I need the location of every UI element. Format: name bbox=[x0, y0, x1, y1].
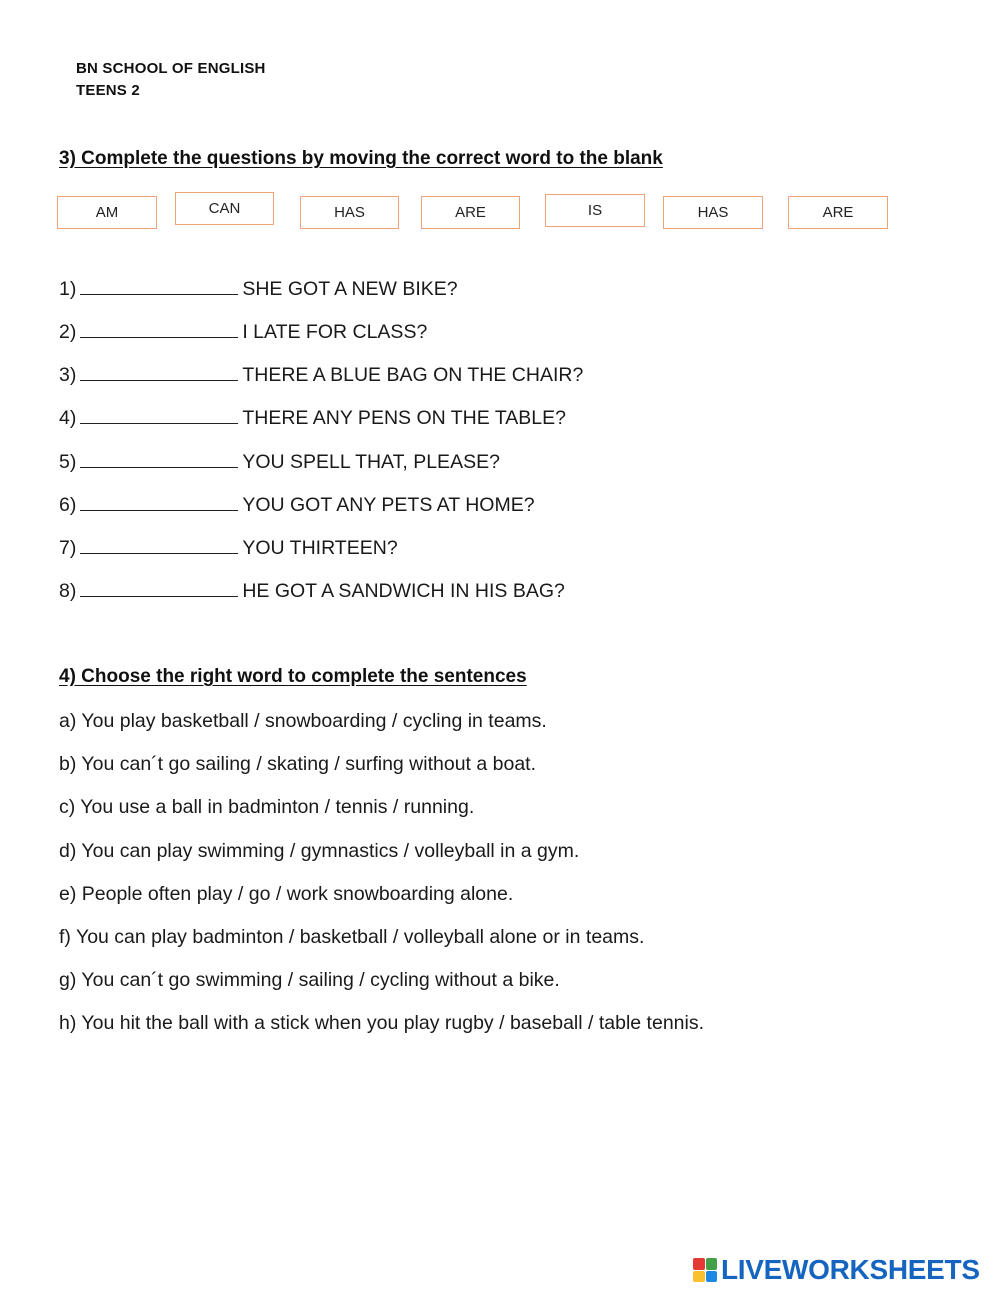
liveworksheets-logo-icon bbox=[693, 1258, 717, 1282]
option-g-1[interactable]: swimming bbox=[195, 969, 283, 991]
question-2: 2) I LATE FOR CLASS? bbox=[59, 321, 428, 343]
blank-2[interactable] bbox=[80, 321, 238, 338]
question-3: 3) THERE A BLUE BAG ON THE CHAIR? bbox=[59, 364, 584, 386]
question-7: 7) YOU THIRTEEN? bbox=[59, 537, 398, 559]
word-box-are[interactable]: ARE bbox=[421, 196, 520, 229]
blank-1[interactable] bbox=[80, 278, 238, 295]
option-e-3[interactable]: work bbox=[286, 883, 328, 905]
word-box-are-2[interactable]: ARE bbox=[788, 196, 888, 229]
option-a-2[interactable]: snowboarding bbox=[265, 710, 387, 732]
option-f-3[interactable]: volleyball bbox=[403, 926, 484, 948]
option-c-1[interactable]: badminton bbox=[228, 796, 320, 818]
option-h-3[interactable]: table tennis bbox=[598, 1012, 699, 1034]
blank-6[interactable] bbox=[80, 494, 238, 511]
sentence-e: e) People often play / go / work snowboarding alone. bbox=[59, 883, 514, 905]
blank-5[interactable] bbox=[80, 451, 238, 468]
word-box-can[interactable]: CAN bbox=[175, 192, 274, 225]
option-c-2[interactable]: tennis bbox=[335, 796, 388, 818]
option-h-2[interactable]: baseball bbox=[509, 1012, 583, 1034]
option-b-2[interactable]: skating bbox=[267, 753, 329, 775]
blank-3[interactable] bbox=[80, 364, 238, 381]
question-4: 4) THERE ANY PENS ON THE TABLE? bbox=[59, 407, 567, 429]
question-8: 8) HE GOT A SANDWICH IN HIS BAG? bbox=[59, 580, 565, 602]
option-d-3[interactable]: volleyball bbox=[414, 840, 495, 862]
option-e-2[interactable]: go bbox=[248, 883, 271, 905]
sentence-g: g) You can´t go swimming / sailing / cycling without a bike. bbox=[59, 969, 560, 991]
sentence-h: h) You hit the ball with a stick when you play rugby / baseball / table tennis. bbox=[59, 1012, 705, 1034]
sentence-f: f) You can play badminton / basketball / volleyball alone or in teams. bbox=[59, 926, 645, 948]
option-c-3[interactable]: running bbox=[403, 796, 469, 818]
sentence-d: d) You can play swimming / gymnastics / volleyball in a gym. bbox=[59, 840, 580, 862]
option-b-3[interactable]: surfing bbox=[345, 753, 404, 775]
option-d-2[interactable]: gymnastics bbox=[300, 840, 399, 862]
option-a-3[interactable]: cycling bbox=[402, 710, 463, 732]
sentence-a: a) You play basketball / snowboarding / cycling in teams. bbox=[59, 710, 547, 732]
word-box-am[interactable]: AM bbox=[57, 196, 157, 229]
option-f-2[interactable]: basketball bbox=[299, 926, 388, 948]
option-d-1[interactable]: swimming bbox=[197, 840, 285, 862]
sentence-c: c) You use a ball in badminton / tennis / running. bbox=[59, 796, 475, 818]
liveworksheets-logo bbox=[693, 1254, 980, 1286]
class-level: TEENS 2 bbox=[76, 82, 140, 99]
blank-7[interactable] bbox=[80, 537, 238, 554]
question-5: 5) YOU SPELL THAT, PLEASE? bbox=[59, 451, 500, 473]
school-name: BN SCHOOL OF ENGLISH bbox=[76, 60, 266, 77]
sentence-b: b) You can´t go sailing / skating / surfing without a boat. bbox=[59, 753, 537, 775]
option-b-1[interactable]: sailing bbox=[195, 753, 251, 775]
question-6: 6) YOU GOT ANY PETS AT HOME? bbox=[59, 494, 535, 516]
option-g-2[interactable]: sailing bbox=[298, 969, 354, 991]
option-h-1[interactable]: rugby bbox=[444, 1012, 494, 1034]
option-a-1[interactable]: basketball bbox=[160, 710, 249, 732]
section-3-title: 3) Complete the questions by moving the correct word to the blank bbox=[59, 148, 663, 169]
blank-4[interactable] bbox=[80, 407, 238, 424]
logo-text: LIVEWORKSHEETS bbox=[721, 1254, 980, 1285]
section-4-title: 4) Choose the right word to complete the sentences bbox=[59, 666, 527, 687]
word-box-is[interactable]: IS bbox=[545, 194, 645, 227]
option-f-1[interactable]: badminton bbox=[192, 926, 284, 948]
word-box-has-2[interactable]: HAS bbox=[663, 196, 763, 229]
option-g-3[interactable]: cycling bbox=[370, 969, 430, 991]
question-1: 1) SHE GOT A NEW BIKE? bbox=[59, 278, 458, 300]
word-box-has[interactable]: HAS bbox=[300, 196, 399, 229]
worksheet-header bbox=[76, 58, 266, 102]
option-e-1[interactable]: play bbox=[196, 883, 233, 905]
blank-8[interactable] bbox=[80, 580, 238, 597]
